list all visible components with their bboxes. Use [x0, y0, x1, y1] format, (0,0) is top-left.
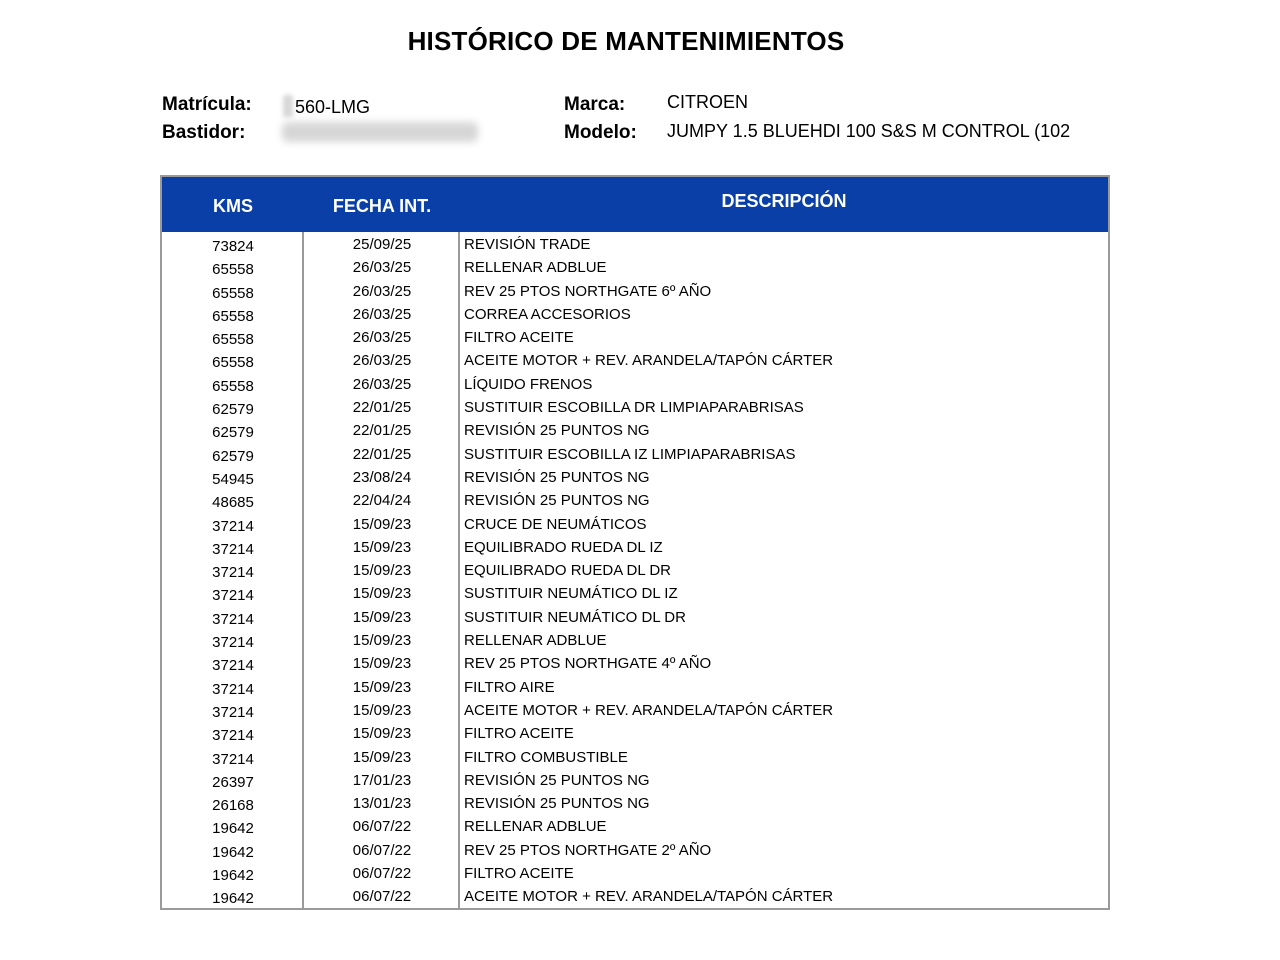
- cell-descripcion: REVISIÓN 25 PUNTOS NG: [464, 492, 650, 510]
- cell-fecha: 06/07/22: [352, 888, 412, 906]
- cell-fecha: 22/01/25: [352, 399, 412, 417]
- cell-descripcion: FILTRO ACEITE: [464, 865, 574, 883]
- cell-fecha: 15/09/23: [352, 632, 412, 650]
- cell-kms: 73824: [212, 238, 254, 255]
- cell-kms: 37214: [212, 750, 254, 768]
- table-row: [162, 444, 1108, 467]
- cell-descripcion: REVISIÓN 25 PUNTOS NG: [464, 468, 650, 486]
- cell-fecha: 15/09/23: [352, 608, 412, 626]
- cell-fecha: 15/09/23: [352, 725, 412, 743]
- table-row: [162, 490, 1108, 513]
- matricula-value: [283, 95, 370, 118]
- table-row: [162, 886, 1108, 909]
- cell-descripcion: FILTRO ACEITE: [464, 329, 574, 347]
- table-row: [162, 630, 1108, 653]
- table-row: [162, 374, 1108, 397]
- table-row: [162, 723, 1108, 746]
- table-row: [162, 350, 1108, 373]
- cell-descripcion: FILTRO AIRE: [464, 678, 555, 696]
- cell-kms: 37214: [212, 564, 254, 582]
- cell-fecha: 06/07/22: [352, 818, 412, 836]
- table-row: [162, 234, 1108, 257]
- cell-descripcion: FILTRO ACEITE: [464, 725, 574, 743]
- cell-kms: 19642: [212, 867, 254, 885]
- cell-kms: 48685: [212, 494, 254, 512]
- header-kms: KMS: [213, 196, 253, 216]
- cell-descripcion: SUSTITUIR NEUMÁTICO DL DR: [464, 608, 686, 626]
- cell-descripcion: CORREA ACCESORIOS: [464, 305, 631, 323]
- cell-fecha: 17/01/23: [352, 771, 412, 789]
- cell-descripcion: REVISIÓN 25 PUNTOS NG: [464, 771, 650, 789]
- cell-fecha: 26/03/25: [352, 282, 412, 300]
- cell-fecha: 26/03/25: [352, 352, 412, 370]
- document-title: HISTÓRICO DE MANTENIMIENTOS: [407, 26, 845, 56]
- table-row: [162, 793, 1108, 816]
- cell-kms: 62579: [212, 401, 254, 419]
- maintenance-table: [160, 175, 1110, 910]
- redaction-mark: [283, 95, 293, 117]
- cell-fecha: 15/09/23: [352, 562, 412, 580]
- cell-kms: 37214: [212, 610, 254, 628]
- cell-descripcion: REVISIÓN 25 PUNTOS NG: [464, 795, 650, 813]
- cell-descripcion: CRUCE DE NEUMÁTICOS: [464, 515, 647, 533]
- cell-kms: 65558: [212, 261, 254, 279]
- cell-fecha: 22/01/25: [352, 422, 412, 440]
- cell-descripcion: SUSTITUIR NEUMÁTICO DL IZ: [464, 585, 678, 603]
- marca-label: Marca:: [564, 94, 626, 115]
- cell-kms: 26397: [212, 773, 254, 791]
- cell-fecha: 06/07/22: [352, 865, 412, 883]
- cell-descripcion: REV 25 PTOS NORTHGATE 4º AÑO: [464, 655, 712, 673]
- cell-kms: 65558: [212, 354, 254, 372]
- cell-descripcion: ACEITE MOTOR + REV. ARANDELA/TAPÓN CÁRTER: [464, 352, 834, 370]
- cell-fecha: 15/09/23: [352, 678, 412, 696]
- table-row: [162, 560, 1108, 583]
- table-body: [162, 234, 1108, 910]
- cell-kms: 19642: [212, 820, 254, 838]
- cell-kms: 37214: [212, 634, 254, 652]
- cell-descripcion: REV 25 PTOS NORTHGATE 6º AÑO: [464, 282, 712, 300]
- cell-fecha: 22/04/24: [352, 492, 412, 510]
- matricula-label: Matrícula:: [162, 94, 252, 115]
- cell-kms: 65558: [212, 284, 254, 302]
- table-row: [162, 281, 1108, 304]
- cell-fecha: 15/09/23: [352, 538, 412, 556]
- cell-fecha: 26/03/25: [352, 259, 412, 277]
- cell-kms: 65558: [212, 331, 254, 349]
- cell-kms: 37214: [212, 703, 254, 721]
- table-row: [162, 863, 1108, 886]
- cell-fecha: 23/08/24: [352, 468, 412, 486]
- cell-fecha: 25/09/25: [352, 236, 412, 253]
- cell-fecha: 15/09/23: [352, 515, 412, 533]
- table-row: [162, 816, 1108, 839]
- table-row: [162, 467, 1108, 490]
- table-row: [162, 747, 1108, 770]
- cell-descripcion: REVISIÓN TRADE: [464, 236, 591, 253]
- cell-descripcion: FILTRO COMBUSTIBLE: [464, 748, 628, 766]
- table-row: [162, 537, 1108, 560]
- matricula-text: 560-LMG: [295, 97, 371, 117]
- cell-kms: 62579: [212, 447, 254, 465]
- cell-fecha: 15/09/23: [352, 701, 412, 719]
- cell-kms: 65558: [212, 307, 254, 325]
- cell-descripcion: RELLENAR ADBLUE: [464, 818, 607, 836]
- cell-kms: 37214: [212, 517, 254, 535]
- bastidor-label: Bastidor:: [162, 122, 246, 143]
- cell-descripcion: REV 25 PTOS NORTHGATE 2º AÑO: [464, 841, 712, 859]
- cell-descripcion: RELLENAR ADBLUE: [464, 632, 607, 650]
- cell-fecha: 06/07/22: [352, 841, 412, 859]
- table-header: [162, 177, 1108, 232]
- table-row: [162, 420, 1108, 443]
- marca-value: CITROEN: [667, 92, 748, 112]
- modelo-label: Modelo:: [564, 122, 637, 143]
- cell-fecha: 22/01/25: [352, 445, 412, 463]
- table-row: [162, 583, 1108, 606]
- cell-descripcion: ACEITE MOTOR + REV. ARANDELA/TAPÓN CÁRTER: [464, 888, 834, 906]
- table-row: [162, 700, 1108, 723]
- header-descripcion: DESCRIPCIÓN: [721, 191, 847, 211]
- table-row: [162, 397, 1108, 420]
- table-row: [162, 653, 1108, 676]
- table-row: [162, 770, 1108, 793]
- table-row: [162, 840, 1108, 863]
- cell-fecha: 15/09/23: [352, 748, 412, 766]
- table-row: [162, 677, 1108, 700]
- table-row: [162, 257, 1108, 280]
- cell-kms: 37214: [212, 587, 254, 605]
- cell-descripcion: EQUILIBRADO RUEDA DL IZ: [464, 538, 663, 556]
- cell-kms: 26168: [212, 797, 254, 815]
- cell-kms: 54945: [212, 470, 254, 488]
- cell-descripcion: SUSTITUIR ESCOBILLA DR LIMPIAPARABRISAS: [464, 399, 804, 417]
- cell-fecha: 26/03/25: [352, 305, 412, 323]
- cell-descripcion: REVISIÓN 25 PUNTOS NG: [464, 422, 650, 440]
- cell-fecha: 15/09/23: [352, 585, 412, 603]
- cell-descripcion: RELLENAR ADBLUE: [464, 259, 607, 277]
- cell-kms: 19642: [212, 890, 254, 908]
- cell-fecha: 26/03/25: [352, 329, 412, 347]
- cell-kms: 37214: [212, 680, 254, 698]
- modelo-value: JUMPY 1.5 BLUEHDI 100 S&S M CONTROL (102: [667, 121, 1071, 141]
- cell-kms: 62579: [212, 424, 254, 442]
- table-row: [162, 327, 1108, 350]
- header-fecha: FECHA INT.: [332, 196, 432, 216]
- cell-kms: 19642: [212, 843, 254, 861]
- cell-fecha: 26/03/25: [352, 375, 412, 393]
- cell-kms: 37214: [212, 540, 254, 558]
- bastidor-redacted-value: [282, 122, 478, 142]
- cell-kms: 37214: [212, 657, 254, 675]
- cell-descripcion: LÍQUIDO FRENOS: [464, 375, 593, 393]
- table-row: [162, 514, 1108, 537]
- cell-kms: 37214: [212, 727, 254, 745]
- cell-kms: 65558: [212, 377, 254, 395]
- cell-fecha: 13/01/23: [352, 795, 412, 813]
- cell-descripcion: SUSTITUIR ESCOBILLA IZ LIMPIAPARABRISAS: [464, 445, 796, 463]
- table-row: [162, 607, 1108, 630]
- cell-fecha: 15/09/23: [352, 655, 412, 673]
- cell-descripcion: EQUILIBRADO RUEDA DL DR: [464, 562, 671, 580]
- table-row: [162, 304, 1108, 327]
- cell-descripcion: ACEITE MOTOR + REV. ARANDELA/TAPÓN CÁRTER: [464, 701, 834, 719]
